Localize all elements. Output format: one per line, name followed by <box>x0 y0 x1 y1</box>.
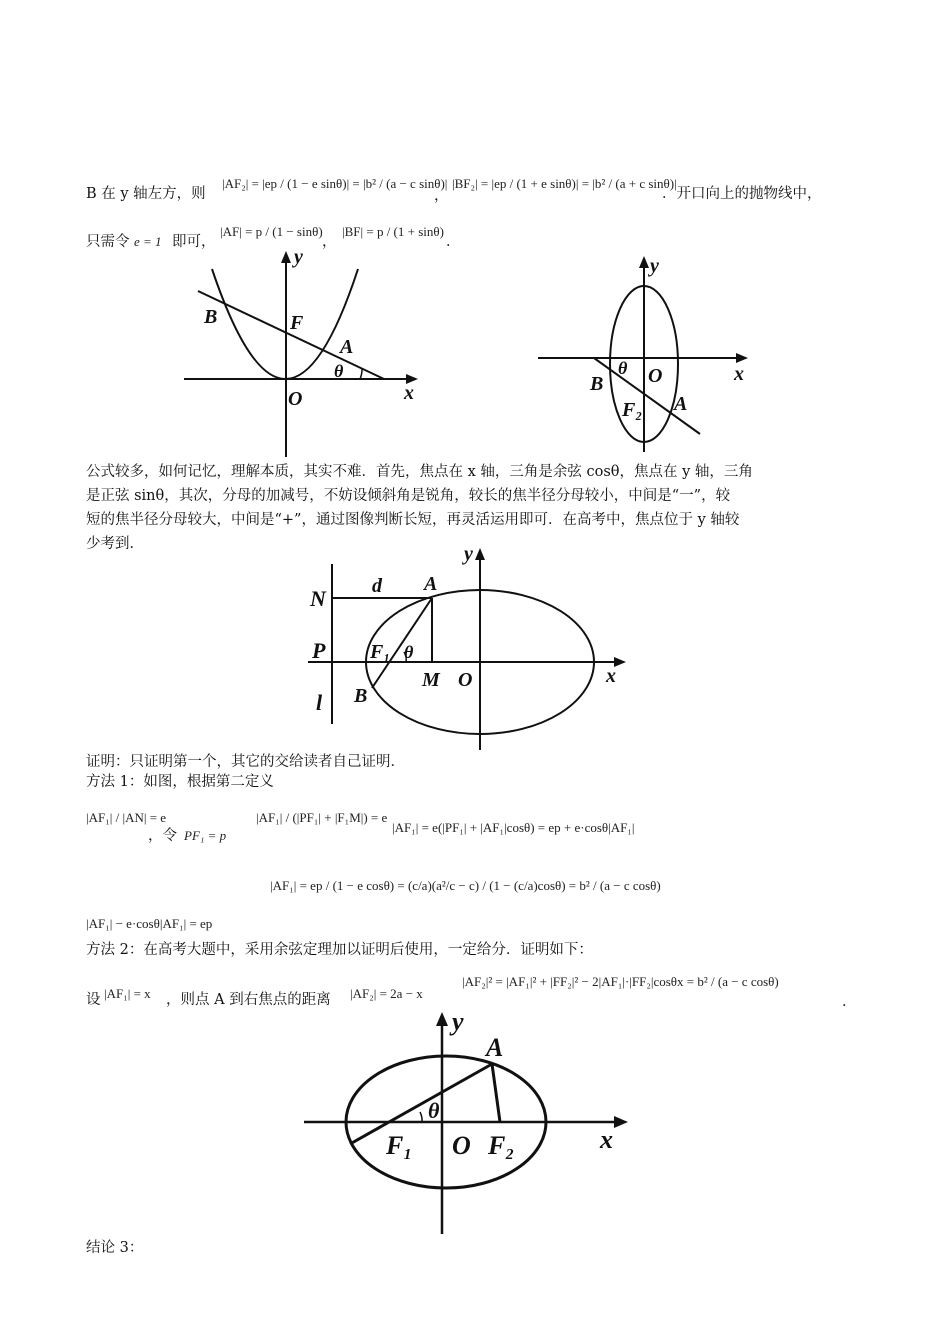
fig3-label-theta: θ <box>404 642 414 662</box>
fig4-label-x: x <box>600 1125 613 1154</box>
formula-bf: |BF| = p / (1 + sinθ) <box>342 224 444 239</box>
proof-line1: 证明：只证明第一个，其它的交给读者自己证明． <box>86 754 405 770</box>
fig3-label-y: y <box>464 543 473 565</box>
para2-line3: 短的焦半径分母较大，中间是“+”，通过图像判断长短，再灵活运用即可．在高考中，焦点位于 y 轴较 <box>86 512 740 528</box>
fig1-angle-arc <box>360 369 362 379</box>
para1-line2-mid: 即可， <box>172 234 216 250</box>
fig3-label-n: N <box>310 586 326 611</box>
fig4-x-arrow <box>614 1116 628 1128</box>
fig3-label-o: O <box>458 669 473 691</box>
fig4-label-o: O <box>452 1131 471 1160</box>
fig1-label-f: F <box>290 312 304 334</box>
formula-af1-result: |AF₁| = ep / (1 − e cosθ) = (c/a)(a²/c − c) / (1 − (c/a)cosθ) = b² / (a − c cosθ) <box>270 878 661 893</box>
fig3-label-d: d <box>372 575 382 597</box>
fig1-label-x: x <box>404 382 414 404</box>
fig1-label-o: O <box>288 388 303 410</box>
fig2-label-b: B <box>590 373 604 395</box>
fig2-label-y: y <box>650 255 659 277</box>
fig4-label-f2: F₂ <box>488 1131 515 1160</box>
figure-ellipse-foci <box>300 1008 640 1238</box>
fig1-label-a: A <box>340 336 354 358</box>
figure-parabola <box>170 245 430 460</box>
proof-period: ． <box>842 994 857 1010</box>
figure-vertical-ellipse <box>530 250 760 455</box>
fig3-label-l: l <box>316 690 323 715</box>
formula-af1-expand: |AF₁| = e(|PF₁| + |AF₁|cosθ) = ep + e·cosθ|AF₁| <box>392 820 635 835</box>
para1-comma: ， <box>434 188 449 204</box>
fig4-angle-arc <box>420 1112 422 1122</box>
para1-period: ． <box>446 234 461 250</box>
fig2-label-a: A <box>674 393 688 415</box>
fig3-label-b: B <box>354 685 368 707</box>
fig3-label-m: M <box>422 669 440 691</box>
proof-method1: 方法 1：如图，根据第二定义 <box>86 774 274 790</box>
formula-cosine-law: |AF₂|² = |AF₁|² + |FF₂|² − 2|AF₁|·|FF₂|cosθx = b² / (a − c cosθ) <box>462 974 779 989</box>
para1-line1-start: B 在 y 轴左方，则 <box>86 186 206 202</box>
formula-af2: |AF₂| = |ep / (1 − e sinθ)| = |b² / (a − c sinθ)| <box>222 176 448 191</box>
fig4-y-arrow <box>436 1012 448 1026</box>
proof-method2: 方法 2：在高考大题中，采用余弦定理加以证明后使用，一定给分．证明如下： <box>86 942 593 958</box>
fig3-label-p: P <box>312 638 326 663</box>
fig3-label-f1: F₁ <box>370 641 391 663</box>
fig4-label-y: y <box>452 1008 464 1036</box>
formula-af1-an: |AF₁| / |AN| = e <box>86 810 167 825</box>
formula-af2-2a: |AF₂| = 2a − x <box>350 986 423 1001</box>
fig1-y-arrow <box>281 251 291 263</box>
fig1-label-b: B <box>204 306 218 328</box>
fig2-y-arrow <box>639 256 649 268</box>
fig3-label-a: A <box>424 573 438 595</box>
fig1-label-theta: θ <box>334 361 344 381</box>
fig2-label-o: O <box>648 365 663 387</box>
fig4-label-f1: F₁ <box>386 1131 413 1160</box>
formula-af: |AF| = p / (1 − sinθ) <box>220 224 323 239</box>
formula-af1-x: |AF₁| = x <box>104 986 151 1001</box>
fig1-chord <box>198 291 384 379</box>
para2-line2: 是正弦 sinθ，其次，分母的加减号，不妨设倾斜角是锐角，较长的焦半径分母较小，中间是“一”，较 <box>86 488 731 504</box>
fig1-label-y: y <box>294 246 303 268</box>
para2-line4: 少考到． <box>86 536 144 552</box>
fig4-segment-af2 <box>492 1064 500 1122</box>
fig3-y-arrow <box>475 548 485 560</box>
para1-comma2: ， <box>322 234 337 250</box>
formula-pf1: PF₁ = p <box>184 828 227 843</box>
proof-ling: ，令 <box>148 828 177 844</box>
fig2-label-f2: F₂ <box>622 399 643 421</box>
fig2-label-x: x <box>734 363 744 385</box>
para1-line2-start: 只需令 <box>86 234 130 250</box>
conclusion-label: 结论 3： <box>86 1240 144 1256</box>
proof-she: 设 <box>86 992 101 1008</box>
para2-line1: 公式较多，如何记忆，理解本质，其实不难．首先，焦点在 x 轴，三角是余弦 cosθ，焦点在 y 轴，三角 <box>86 464 753 480</box>
proof-mid: ，则点 A 到右焦点的距离 <box>166 992 331 1008</box>
fig2-label-theta: θ <box>618 358 628 378</box>
fig4-label-theta: θ <box>428 1098 440 1123</box>
figure-ellipse-directrix <box>300 538 640 754</box>
para1-line1-end: ．开口向上的抛物线中， <box>662 186 822 202</box>
fig4-label-a: A <box>486 1033 504 1062</box>
formula-bf2: |BF₂| = |ep / (1 + e sinθ)| = |b² / (a + c sinθ)| <box>452 176 677 191</box>
formula-af1-sum: |AF₁| / (|PF₁| + |F₁M|) = e <box>256 810 388 825</box>
formula-af1-subtract: |AF₁| − e·cosθ|AF₁| = ep <box>86 916 213 931</box>
formula-e-eq: e = 1 <box>134 234 162 249</box>
fig3-label-x: x <box>606 665 616 687</box>
fig2-x-arrow <box>736 353 748 363</box>
